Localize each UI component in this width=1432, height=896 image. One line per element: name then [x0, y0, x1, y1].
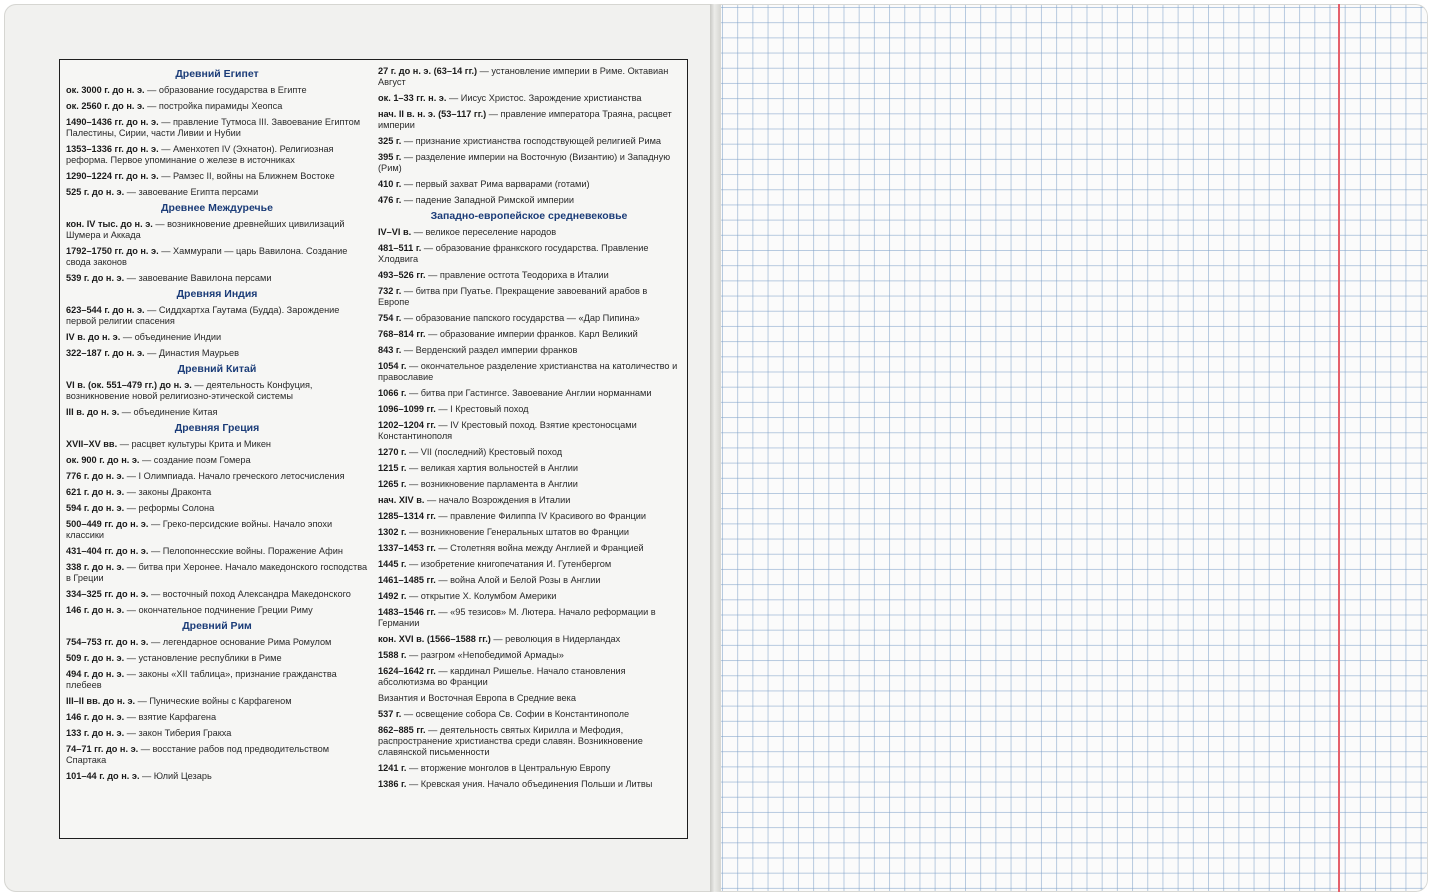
entry-text: падение Западной Римской империи	[415, 195, 575, 205]
entry-text: Сиддхартха Гаутама (Будда). Зарождение первой религии спасения	[66, 305, 340, 326]
timeline-entry: 146 г. до н. э. — окончательное подчинение Греции Риму	[66, 605, 313, 615]
timeline-entry: 843 г. — Верденский раздел империи франков	[378, 345, 578, 355]
book-spine	[710, 4, 720, 892]
entry-text: вторжение монголов в Центральную Европу	[420, 763, 611, 773]
entry-text: Династия Маурьев	[158, 348, 240, 358]
entry-date: 1215 г.	[378, 463, 407, 473]
entry-date: нач. II в. н. э. (53–117 гг.)	[378, 109, 487, 119]
timeline-entry: 623–544 г. до н. э. — Сиддхартха Гаутама (Будда). Зарождение первой религии спасения	[66, 305, 340, 326]
timeline-entry: III–II вв. до н. э. — Пунические войны с Карфагеном	[66, 696, 292, 706]
entry-text: завоевание Египта персами	[138, 187, 259, 197]
entry-text: война Алой и Белой Розы в Англии	[450, 575, 601, 585]
timeline-entry: 1492 г. — открытие Х. Колумбом Америки	[378, 591, 557, 601]
entry-date: 1265 г.	[378, 479, 407, 489]
timeline-entry: 1337–1453 гг. — Столетняя война между Англией и Францией	[378, 543, 644, 553]
timeline-entry: 500–449 гг. до н. э. — Греко-персидские войны. Начало эпохи классики	[66, 519, 333, 540]
timeline-entry	[378, 693, 680, 704]
entry-date: 1386 г.	[378, 779, 407, 789]
entry-text: первый захват Рима варварами (готами)	[415, 179, 590, 189]
timeline-entry: 754–753 гг. до н. э. — легендарное основание Рима Ромулом	[66, 637, 332, 647]
entry-date: 1588 г.	[378, 650, 407, 660]
timeline-entry: IV–VI в. — великое переселение народов	[378, 227, 557, 237]
timeline-entry: кон. XVI в. (1566–1588 гг.) — революция в Нидерландах	[378, 634, 621, 644]
entry-text: Кревская уния. Начало объединения Польши и Литвы	[420, 779, 653, 789]
entry-date: 431–404 гг. до н. э.	[66, 546, 149, 556]
right-page-graph-paper	[720, 4, 1428, 892]
left-page	[4, 4, 712, 892]
entry-text: Хаммурапи — царь Вавилона. Создание свода законов	[66, 246, 348, 267]
timeline-entry: ок. 1–33 гг. н. э. — Иисус Христос. Зарождение христианства	[378, 93, 642, 103]
entry-text: I Олимпиада. Начало греческого летосчисления	[138, 471, 345, 481]
entry-text: правление Тутмоса III. Завоевание Египтом Палестины, Сирии, части Ливии и Нубии	[66, 117, 361, 138]
entry-text: признание христианства господствующей религией Рима	[415, 136, 661, 146]
timeline-entry: 1588 г. — разгром «Непобедимой Армады»	[378, 650, 564, 660]
entry-date: 1490–1436 гг. до н. э.	[66, 117, 159, 127]
entry-text: законы Драконта	[138, 487, 212, 497]
entry-text: возникновение парламента в Англии	[420, 479, 578, 489]
timeline-entry: 768–814 гг. — образование империи франков. Карл Великий	[378, 329, 638, 339]
entry-date: 862–885 гг.	[378, 725, 426, 735]
timeline-entry: 133 г. до н. э. — закон Тиберия Гракха	[66, 728, 232, 738]
entry-date: 1337–1453 гг.	[378, 543, 436, 553]
entry-date: 1202–1204 гг.	[378, 420, 436, 430]
entry-text: Пунические войны с Карфагеном	[149, 696, 292, 706]
entry-date: 1241 г.	[378, 763, 407, 773]
entry-date: 481–511 г.	[378, 243, 422, 253]
entry-date: 754 г.	[378, 313, 402, 323]
entry-text: битва при Херонее. Начало македонского господства в Греции	[66, 562, 368, 583]
section-title: Древний Египет	[175, 68, 259, 80]
entry-date: IV в. до н. э.	[66, 332, 121, 342]
timeline-entry: 776 г. до н. э. — I Олимпиада. Начало греческого летосчисления	[66, 471, 345, 481]
entry-text: великое переселение народов	[425, 227, 557, 237]
timeline-entry: ок. 3000 г. до н. э. — образование государства в Египте	[66, 85, 307, 95]
timeline-entry: 494 г. до н. э. — законы «XII таблица», признание гражданства плебеев	[66, 669, 337, 690]
entry-date: 1290–1224 гг. до н. э.	[66, 171, 159, 181]
timeline-entry: 27 г. до н. э. (63–14 гг.) — установление империи в Риме. Октавиан Август	[378, 66, 669, 87]
entry-text: деятельность Конфуция, возникновение новой религиозно-этической системы	[66, 380, 313, 401]
entry-date: 621 г. до н. э.	[66, 487, 125, 497]
red-margin-line	[1338, 4, 1340, 892]
entry-text: правление императора Траяна, расцвет империи	[378, 109, 672, 130]
entry-text: окончательное подчинение Греции Риму	[138, 605, 313, 615]
entry-text: Пелопоннесские войны. Поражение Афин	[162, 546, 343, 556]
entry-text: создание поэм Гомера	[153, 455, 251, 465]
entry-text: разгром «Непобедимой Армады»	[420, 650, 564, 660]
timeline-entry: 1290–1224 гг. до н. э. — Рамзес II, войны на Ближнем Востоке	[66, 171, 335, 181]
timeline-entry: 1202–1204 гг. — IV Крестовый поход. Взятие крестоносцами Константинополя	[378, 420, 637, 441]
entry-text: возникновение древнейших цивилизаций Шумера и Аккада	[66, 219, 345, 240]
timeline-entry: 1054 г. — окончательное разделение христианства на католичество и православие	[378, 361, 678, 382]
entry-text: начало Возрождения в Италии	[438, 495, 571, 505]
entry-text: I Крестовый поход	[450, 404, 529, 414]
entry-text: Юлий Цезарь	[153, 771, 212, 781]
timeline-entry: 1353–1336 гг. до н. э. — Аменхотеп IV (Эхнатон). Религиозная реформа. Первое упоминание о железе в источниках	[66, 144, 334, 165]
timeline-entry: 525 г. до н. э. — завоевание Египта персами	[66, 187, 259, 197]
timeline-entry: VI в. (ок. 551–479 гг.) до н. э. — деятельность Конфуция, возникновение новой религиозно-этической системы	[66, 380, 313, 401]
entry-date: 843 г.	[378, 345, 402, 355]
timeline-entry: нач. II в. н. э. (53–117 гг.) — правление императора Траяна, расцвет империи	[378, 109, 672, 130]
entry-date: III–II вв. до н. э.	[66, 696, 136, 706]
entry-text: законы «XII таблица», признание гражданства плебеев	[66, 669, 337, 690]
notebook-spread	[4, 4, 1428, 892]
entry-text: восточный поход Александра Македонского	[162, 589, 351, 599]
entry-date: 334–325 гг. до н. э.	[66, 589, 149, 599]
timeline-entry: 1096–1099 гг. — I Крестовый поход	[378, 404, 529, 414]
entry-date: 1624–1642 гг.	[378, 666, 436, 676]
timeline-entry: 74–71 гг. до н. э. — восстание рабов под предводительством Спартака	[66, 744, 330, 765]
entry-date: 732 г.	[378, 286, 402, 296]
entry-text: Византия и Восточная Европа в Средние века	[378, 693, 576, 703]
entry-text: правление Филиппа IV Красивого во Франции	[450, 511, 647, 521]
history-timeline-table	[59, 59, 688, 839]
entry-date: 1492 г.	[378, 591, 407, 601]
entry-text: образование империи франков. Карл Великий	[439, 329, 638, 339]
entry-text: деятельность святых Кирилла и Мефодия, распространение христианства среди славян. Возникновение славянской письменности	[378, 725, 643, 757]
entry-text: Рамзес II, войны на Ближнем Востоке	[172, 171, 335, 181]
entry-date: 768–814 гг.	[378, 329, 426, 339]
entry-text: Верденский раздел империи франков	[415, 345, 578, 355]
timeline-entry: 594 г. до н. э. — реформы Солона	[66, 503, 215, 513]
section-title: Древний Китай	[177, 363, 257, 375]
timeline-entry: 431–404 гг. до н. э. — Пелопоннесские войны. Поражение Афин	[66, 546, 343, 556]
entry-text: изобретение книгопечатания И. Гутенбергом	[420, 559, 612, 569]
entry-date: 500–449 гг. до н. э.	[66, 519, 149, 529]
entry-date: 623–544 г. до н. э.	[66, 305, 145, 315]
entry-text: битва при Гастингсе. Завоевание Англии норманнами	[420, 388, 652, 398]
entry-text: кардинал Ришелье. Начало становления абсолютизма во Франции	[378, 666, 626, 687]
entry-text: восстание рабов под предводительством Спартака	[66, 744, 330, 765]
entry-text: возникновение Генеральных штатов во Франции	[420, 527, 630, 537]
timeline-entry: 410 г. — первый захват Рима варварами (готами)	[378, 179, 590, 189]
entry-date: кон. IV тыс. до н. э.	[66, 219, 153, 229]
entry-text: реформы Солона	[138, 503, 215, 513]
entry-text: постройка пирамиды Хеопса	[158, 101, 283, 111]
entry-date: 146 г. до н. э.	[66, 712, 125, 722]
timeline-entry: 146 г. до н. э. — взятие Карфагена	[66, 712, 217, 722]
entry-date: 322–187 г. до н. э.	[66, 348, 145, 358]
entry-text: освещение собора Св. Софии в Константинополе	[415, 709, 630, 719]
entry-date: 325 г.	[378, 136, 402, 146]
entry-date: ок. 1–33 гг. н. э.	[378, 93, 447, 103]
entry-date: 27 г. до н. э. (63–14 гг.)	[378, 66, 478, 76]
timeline-entry: 1265 г. — возникновение парламента в Англии	[378, 479, 578, 489]
entry-date: 410 г.	[378, 179, 402, 189]
entry-date: ок. 2560 г. до н. э.	[66, 101, 145, 111]
timeline-entry: 481–511 г. — образование франкского государства. Правление Хлодвига	[378, 243, 649, 264]
entry-text: объединение Индии	[134, 332, 222, 342]
entry-date: 1353–1336 гг. до н. э.	[66, 144, 159, 154]
entry-date: 1270 г.	[378, 447, 407, 457]
timeline-entry: 754 г. — образование папского государства — «Дар Пипина»	[378, 313, 640, 323]
timeline-entry: 1792–1750 гг. до н. э. — Хаммурапи — царь Вавилона. Создание свода законов	[66, 246, 348, 267]
timeline-entry: 862–885 гг. — деятельность святых Кирилла и Мефодия, распространение христианства среди славян. Возникновение славянской письменности	[378, 725, 643, 757]
section-title: Древняя Индия	[176, 288, 258, 300]
timeline-entry: 325 г. — признание христианства господствующей религией Рима	[378, 136, 661, 146]
timeline-entry: нач. XIV в. — начало Возрождения в Италии	[378, 495, 571, 505]
entry-text: битва при Пуатье. Прекращение завоеваний арабов в Европе	[378, 286, 648, 307]
entry-date: кон. XVI в. (1566–1588 гг.)	[378, 634, 491, 644]
timeline-entry: 322–187 г. до н. э. — Династия Маурьев	[66, 348, 240, 358]
entry-date: IV–VI в.	[378, 227, 412, 237]
entry-text: закон Тиберия Гракха	[138, 728, 232, 738]
timeline-entry: 732 г. — битва при Пуатье. Прекращение завоеваний арабов в Европе	[378, 286, 648, 307]
entry-text: расцвет культуры Крита и Микен	[131, 439, 272, 449]
entry-date: 509 г. до н. э.	[66, 653, 125, 663]
entry-date: 1445 г.	[378, 559, 407, 569]
entry-text: взятие Карфагена	[138, 712, 217, 722]
timeline-entry: 338 г. до н. э. — битва при Херонее. Начало македонского господства в Греции	[66, 562, 368, 583]
entry-date: 1054 г.	[378, 361, 407, 371]
entry-date: 146 г. до н. э.	[66, 605, 125, 615]
entry-date: 133 г. до н. э.	[66, 728, 125, 738]
timeline-entry: 1215 г. — великая хартия вольностей в Англии	[378, 463, 578, 473]
entry-date: 525 г. до н. э.	[66, 187, 125, 197]
timeline-entry: 1490–1436 гг. до н. э. — правление Тутмоса III. Завоевание Египтом Палестины, Сирии, части Ливии и Нубии	[66, 117, 361, 138]
entry-date: 539 г. до н. э.	[66, 273, 125, 283]
entry-date: 395 г.	[378, 152, 402, 162]
entry-date: 754–753 гг. до н. э.	[66, 637, 149, 647]
entry-text: окончательное разделение христианства на католичество и православие	[378, 361, 678, 382]
entry-date: 476 г.	[378, 195, 402, 205]
entry-text: завоевание Вавилона персами	[138, 273, 272, 283]
entry-text: разделение империи на Восточную (Византию) и Западную (Рим)	[378, 152, 671, 173]
section-title: Древний Рим	[182, 620, 252, 632]
entry-text: образование папского государства — «Дар Пипина»	[415, 313, 640, 323]
timeline-entry: 334–325 гг. до н. э. — восточный поход Александра Македонского	[66, 589, 351, 599]
entry-date: 776 г. до н. э.	[66, 471, 125, 481]
timeline-entry: ок. 2560 г. до н. э. — постройка пирамиды Хеопса	[66, 101, 283, 111]
entry-date: 1096–1099 гг.	[378, 404, 436, 414]
entry-date: 494 г. до н. э.	[66, 669, 125, 679]
timeline-entry: 539 г. до н. э. — завоевание Вавилона персами	[66, 273, 272, 283]
entry-text: Аменхотеп IV (Эхнатон). Религиозная реформа. Первое упоминание о железе в источниках	[66, 144, 334, 165]
entry-text: образование государства в Египте	[158, 85, 307, 95]
entry-date: 1461–1485 гг.	[378, 575, 436, 585]
entry-text: Греко-персидские войны. Начало эпохи классики	[66, 519, 333, 540]
entry-text: установление империи в Риме. Октавиан Август	[378, 66, 669, 87]
timeline-column-right	[378, 66, 680, 795]
entry-text: образование франкского государства. Правление Хлодвига	[378, 243, 649, 264]
timeline-entry: ок. 900 г. до н. э. — создание поэм Гомера	[66, 455, 251, 465]
entry-text: великая хартия вольностей в Англии	[420, 463, 578, 473]
entry-text: открытие Х. Колумбом Америки	[420, 591, 557, 601]
entry-text: Столетняя война между Англией и Францией	[450, 543, 644, 553]
timeline-entry: 1461–1485 гг. — война Алой и Белой Розы в Англии	[378, 575, 601, 585]
entry-text: «95 тезисов» М. Лютера. Начало реформации в Германии	[378, 607, 656, 628]
entry-date: 1066 г.	[378, 388, 407, 398]
timeline-entry: 1066 г. — битва при Гастингсе. Завоевание Англии норманнами	[378, 388, 652, 398]
entry-date: III в. до н. э.	[66, 407, 120, 417]
entry-text: VII (последний) Крестовый поход	[420, 447, 563, 457]
timeline-entry: 1241 г. — вторжение монголов в Центральную Европу	[378, 763, 611, 773]
entry-text: IV Крестовый поход. Взятие крестоносцами Константинополя	[378, 420, 637, 441]
section-title: Древняя Греция	[174, 422, 260, 434]
timeline-entry: XVII–XV вв. — расцвет культуры Крита и Микен	[66, 439, 272, 449]
entry-date: 537 г.	[378, 709, 402, 719]
timeline-entry: 1270 г. — VII (последний) Крестовый поход	[378, 447, 563, 457]
entry-text: легендарное основание Рима Ромулом	[162, 637, 332, 647]
timeline-entry: 1445 г. — изобретение книгопечатания И. Гутенбергом	[378, 559, 612, 569]
entry-text: установление республики в Риме	[138, 653, 282, 663]
entry-date: XVII–XV вв.	[66, 439, 118, 449]
timeline-entry: 1483–1546 гг. — «95 тезисов» М. Лютера. Начало реформации в Германии	[378, 607, 656, 628]
timeline-entry: 1624–1642 гг. — кардинал Ришелье. Начало становления абсолютизма во Франции	[378, 666, 626, 687]
entry-date: 1302 г.	[378, 527, 407, 537]
timeline-entry: IV в. до н. э. — объединение Индии	[66, 332, 222, 342]
entry-date: 1483–1546 гг.	[378, 607, 436, 617]
entry-date: 594 г. до н. э.	[66, 503, 125, 513]
timeline-entry: 621 г. до н. э. — законы Драконта	[66, 487, 212, 497]
timeline-entry: 395 г. — разделение империи на Восточную (Византию) и Западную (Рим)	[378, 152, 671, 173]
entry-date: 1792–1750 гг. до н. э.	[66, 246, 159, 256]
entry-date: 338 г. до н. э.	[66, 562, 125, 572]
entry-date: 493–526 гг.	[378, 270, 426, 280]
timeline-entry: 1386 г. — Кревская уния. Начало объединения Польши и Литвы	[378, 779, 653, 789]
timeline-column-left	[66, 66, 368, 787]
entry-date: VI в. (ок. 551–479 гг.) до н. э.	[66, 380, 192, 390]
timeline-entry: 1302 г. — возникновение Генеральных штатов во Франции	[378, 527, 630, 537]
entry-text: революция в Нидерландах	[505, 634, 621, 644]
section-title: Западно-европейское средневековье	[430, 210, 628, 222]
timeline-entry: III в. до н. э. — объединение Китая	[66, 407, 218, 417]
entry-date: нач. XIV в.	[378, 495, 425, 505]
timeline-entry: 493–526 гг. — правление остгота Теодориха в Италии	[378, 270, 609, 280]
entry-text: Иисус Христос. Зарождение христианства	[460, 93, 642, 103]
entry-text: объединение Китая	[133, 407, 218, 417]
timeline-entry: 476 г. — падение Западной Римской империи	[378, 195, 575, 205]
timeline-entry: 509 г. до н. э. — установление республики в Риме	[66, 653, 282, 663]
entry-date: 1285–1314 гг.	[378, 511, 436, 521]
timeline-entry: 101–44 г. до н. э. — Юлий Цезарь	[66, 771, 212, 781]
entry-date: 74–71 гг. до н. э.	[66, 744, 139, 754]
timeline-entry: кон. IV тыс. до н. э. — возникновение древнейших цивилизаций Шумера и Аккада	[66, 219, 345, 240]
entry-text: правление остгота Теодориха в Италии	[439, 270, 609, 280]
entry-date: ок. 3000 г. до н. э.	[66, 85, 145, 95]
timeline-entry: 537 г. — освещение собора Св. Софии в Константинополе	[378, 709, 630, 719]
entry-date: ок. 900 г. до н. э.	[66, 455, 140, 465]
section-title: Древнее Междуречье	[161, 202, 273, 214]
timeline-entry: 1285–1314 гг. — правление Филиппа IV Красивого во Франции	[378, 511, 647, 521]
entry-date: 101–44 г. до н. э.	[66, 771, 140, 781]
